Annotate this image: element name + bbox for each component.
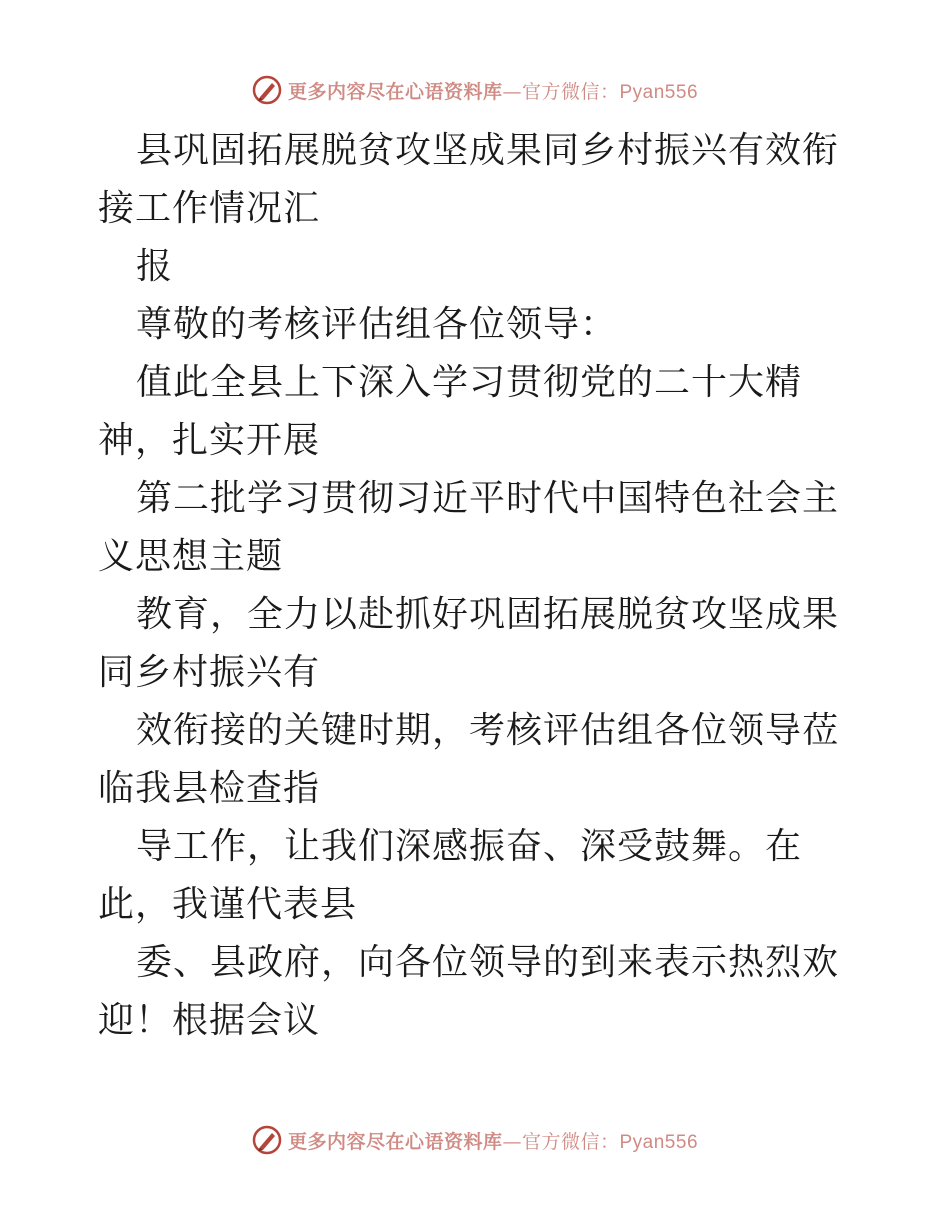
body-paragraph-line: 教育，全力以赴抓好巩固拓展脱贫攻坚成果同乡村振兴有	[98, 594, 840, 693]
body-paragraph-line: 委、县政府，向各位领导的到来表示热烈欢迎！根据会议	[98, 942, 840, 1041]
header-contact-text: 官方微信：	[521, 80, 620, 103]
document-body	[98, 122, 858, 1050]
footer-watermark-banner	[0, 1120, 950, 1160]
footer-contact-text: 官方微信：	[521, 1130, 620, 1153]
header-banner-text	[288, 77, 698, 104]
body-paragraph-line: 第二批学习贯彻习近平时代中国特色社会主义思想主题	[98, 478, 840, 577]
header-handle: Pyan556	[619, 81, 699, 103]
document-title-line-continued: 报	[136, 246, 174, 287]
footer-banner-text	[288, 1127, 698, 1154]
body-paragraph-line: 效衔接的关键时期，考核评估组各位领导莅临我县检查指	[98, 710, 840, 809]
header-dash: —	[502, 80, 522, 103]
footer-dash: —	[502, 1130, 522, 1153]
pen-logo-icon	[252, 75, 282, 105]
header-site-text: 更多内容尽在心语资料库	[287, 80, 503, 103]
salutation-line: 尊敬的考核评估组各位领导：	[136, 304, 618, 345]
pen-logo-icon	[252, 1125, 282, 1155]
body-paragraph-line: 导工作，让我们深感振奋、深受鼓舞。在此，我谨代表县	[98, 826, 803, 925]
document-title-line: 县巩固拓展脱贫攻坚成果同乡村振兴有效衔接工作情况汇	[98, 130, 840, 229]
body-paragraph-line: 值此全县上下深入学习贯彻党的二十大精神，扎实开展	[98, 362, 803, 461]
header-watermark-banner	[0, 70, 950, 110]
footer-site-text: 更多内容尽在心语资料库	[287, 1130, 503, 1153]
footer-handle: Pyan556	[619, 1131, 699, 1153]
